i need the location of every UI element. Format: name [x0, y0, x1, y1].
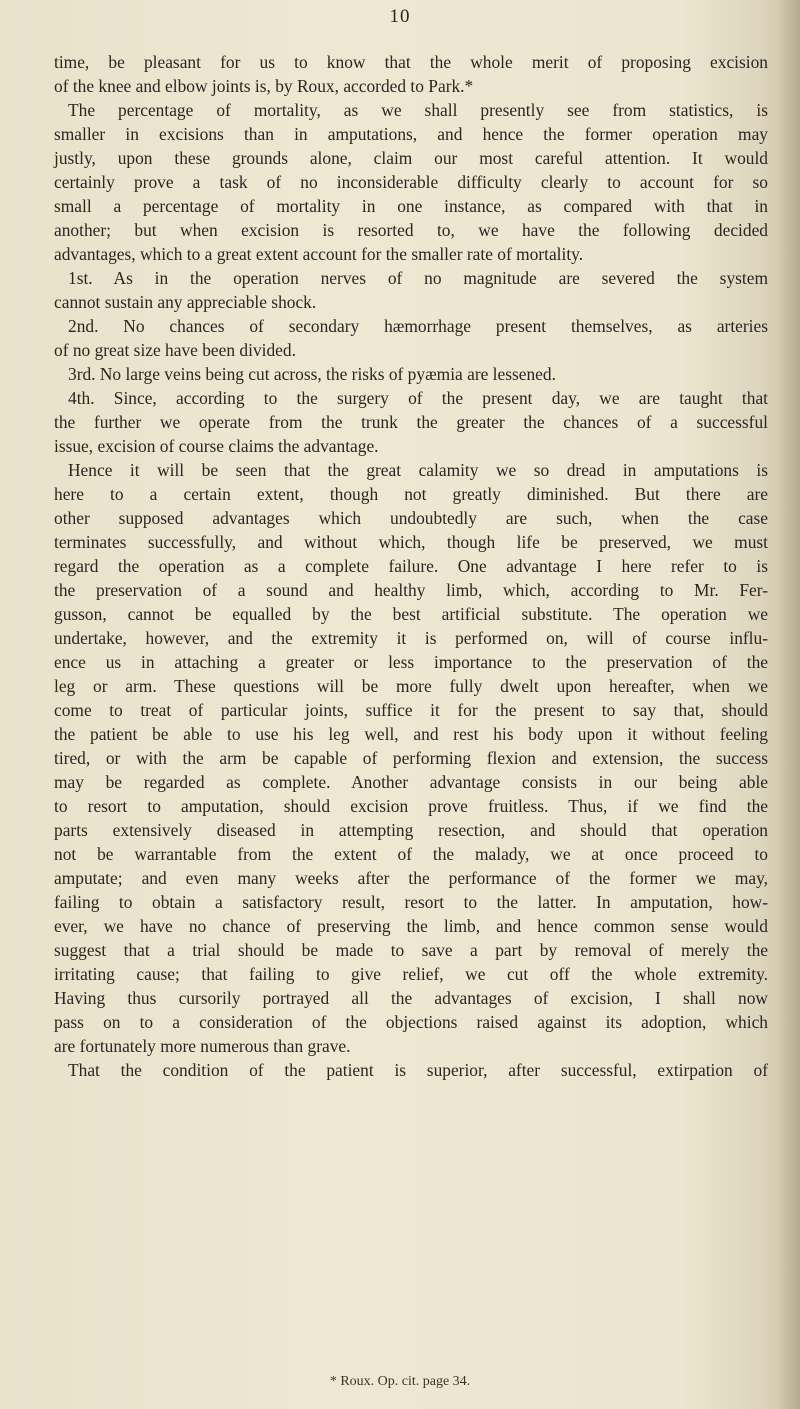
footnote: * Roux. Op. cit. page 34. [329, 1374, 471, 1389]
text-line: not be warrantable from the extent of the malady, we at once proceed to [54, 844, 768, 864]
text-line: suggest that a trial should be made to save a part by removal of merely the [54, 940, 768, 960]
text-line: smaller in excisions than in amputations, and hence the former operation may [54, 124, 768, 144]
text-line: other supposed advantages which undoubtedly are such, when the case [54, 508, 768, 528]
page-number: 10 [389, 6, 411, 27]
text-line: ence us in attaching a greater or less importance to the preservation of the [54, 652, 768, 672]
text-line: 2nd. No chances of secondary hæmorrhage present themselves, as arteries [68, 316, 768, 336]
text-line: cannot sustain any appreciable shock. [54, 292, 317, 312]
text-line: are fortunately more numerous than grave. [54, 1036, 351, 1056]
text-line: come to treat of particular joints, suffice it for the present to say that, should [54, 700, 768, 720]
text-line: justly, upon these grounds alone, claim our most careful attention. It would [54, 148, 768, 168]
text-line: regard the operation as a complete failure. One advantage I here refer to is [54, 556, 768, 576]
text-line: That the condition of the patient is superior, after successful, extirpation of [68, 1060, 768, 1080]
text-line: 3rd. No large veins being cut across, the risks of pyæmia are lessened. [68, 364, 556, 384]
text-line: irritating cause; that failing to give relief, we cut off the whole extremity. [54, 964, 768, 984]
text-line: advantages, which to a great extent account for the smaller rate of mortality. [54, 244, 584, 264]
text-line: of no great size have been divided. [54, 340, 296, 360]
text-line: the patient be able to use his leg well, and rest his body upon it without feeling [54, 724, 768, 744]
text-line: 4th. Since, according to the surgery of the present day, we are taught that [68, 388, 768, 408]
text-line: terminates successfully, and without which, though life be preserved, we must [54, 532, 768, 552]
text-line: Hence it will be seen that the great calamity we so dread in amputations is [68, 460, 768, 480]
text-line: another; but when excision is resorted to, we have the following decided [54, 220, 768, 240]
text-line: to resort to amputation, should excision prove fruitless. Thus, if we find the [54, 796, 768, 816]
text-line: certainly prove a task of no inconsiderable difficulty clearly to account for so [54, 172, 768, 192]
text-line: ever, we have no chance of preserving the limb, and hence common sense would [54, 916, 768, 936]
text-line: issue, excision of course claims the advantage. [54, 436, 379, 456]
text-line: undertake, however, and the extremity it is performed on, will of course influ- [54, 628, 768, 648]
text-line: parts extensively diseased in attempting resection, and should that operation [54, 820, 768, 840]
body-text [54, 50, 768, 1082]
text-line: the preservation of a sound and healthy limb, which, according to Mr. Fer- [54, 580, 768, 600]
text-line: pass on to a consideration of the objections raised against its adoption, which [54, 1012, 768, 1032]
text-line: tired, or with the arm be capable of performing flexion and extension, the success [54, 748, 768, 768]
text-line: the further we operate from the trunk the greater the chances of a successful [54, 412, 768, 432]
text-line: failing to obtain a satisfactory result, resort to the latter. In amputation, how- [54, 892, 768, 912]
text-line: Having thus cursorily portrayed all the advantages of excision, I shall now [54, 988, 768, 1008]
text-line: of the knee and elbow joints is, by Roux, accorded to Park.* [54, 76, 474, 96]
text-line: small a percentage of mortality in one instance, as compared with that in [54, 196, 768, 216]
text-line: The percentage of mortality, as we shall presently see from statistics, is [68, 100, 768, 120]
text-line: may be regarded as complete. Another advantage consists in our being able [54, 772, 768, 792]
text-line: gusson, cannot be equalled by the best artificial substitute. The operation we [54, 604, 768, 624]
text-line: time, be pleasant for us to know that the whole merit of proposing excision [54, 52, 768, 72]
text-line: leg or arm. These questions will be more fully dwelt upon hereafter, when we [54, 676, 768, 696]
text-line: 1st. As in the operation nerves of no magnitude are severed the system [68, 268, 768, 288]
text-line: amputate; and even many weeks after the performance of the former we may, [54, 868, 768, 888]
page-edge-shadow [778, 0, 800, 1409]
text-line: here to a certain extent, though not greatly diminished. But there are [54, 484, 768, 504]
